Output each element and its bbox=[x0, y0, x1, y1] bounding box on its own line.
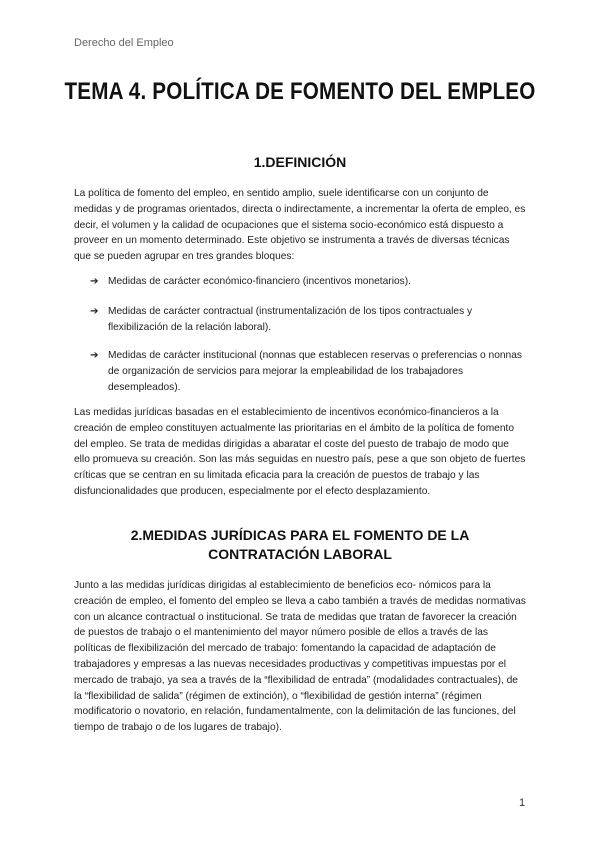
page-title: TEMA 4. POLÍTICA DE FOMENTO DEL EMPLEO bbox=[64, 78, 536, 105]
section-heading-definicion: 1.DEFINICIÓN bbox=[253, 154, 347, 170]
list-item bbox=[90, 348, 530, 395]
arrow-bullet-icon: ➔ bbox=[90, 276, 99, 287]
section2-body-paragraph: Junto a las medidas jurídicas dirigidas al establecimiento de beneficios eco- nómicos para la creación de empleo, el fomento del empleo se lleva a cabo también a través de medidas normativas con un alcance contractual o institucional. Se trata de medidas que tratan de favorecer la creación de puestos de trabajo o el mantenimiento del mayor número posible de ellos a través de las políticas de flexibilización del mercado de trabajo: fomentando la capacidad de adaptación de trabajadores y empresas a las nuevas necesidades productivas y competitivas impuestas por el mercado de trabajo, ya sea a través de la “flexibilidad de entrada” (modalidades contractuales), de la “flexibilidad de salida” (régimen de extinción), o “flexibilidad de gestión interna” (régimen modificatorio o novatorio, en relación, fundamentalmente, con la delimitación de las funciones, del tiempo de trabajo o de los lugares de trabajo). bbox=[74, 580, 526, 734]
list-item bbox=[90, 304, 530, 336]
list-item-text: Medidas de carácter institucional (nonnas que establecen reservas o preferencias o nonnas de organización de servicios para mejorar la empleabilidad de los trabajadores desempleados). bbox=[108, 350, 522, 393]
section-heading-medidas-juridicas: 2.MEDIDAS JURÍDICAS PARA EL FOMENTO DE LA CONTRATACIÓN LABORAL bbox=[130, 527, 470, 562]
section1-intro-paragraph: La política de fomento del empleo, en sentido amplio, suele identificarse con un conjunto de medidas y de programas orientados, directa o indirectamente, a incrementar la oferta de empleo, es decir, el volumen y la calidad de ocupaciones que el sistema socio-económico está dispuesto a proveer en un momento determinado. Este objetivo se instrumenta a través de diversas técnicas que se pueden agrupar en tres grandes bloques: bbox=[74, 188, 526, 263]
list-item-text: Medidas de carácter contractual (instrumentalización de los tipos contractuales y flexibilización de la relación laboral). bbox=[108, 306, 473, 333]
list-item-text: Medidas de carácter económico-financiero (incentivos monetarios). bbox=[108, 276, 411, 287]
section1-closing-paragraph: Las medidas jurídicas basadas en el establecimiento de incentivos económico-financieros a la creación de empleo constituyen actualmente las prioritarias en el ámbito de la política de fomento del empleo. Se trata de medidas dirigidas a abaratar el coste del puesto de trabajo de modo que ello promueva su creación. Son las más seguidas en nuestro país, pese a que son objeto de fuertes críticas que se centran en su limitada eficacia para la creación de puestos de trabajo y las disfuncionalidades que producen, especialmente por el efecto desplazamiento. bbox=[74, 407, 526, 497]
running-header: Derecho del Empleo bbox=[74, 37, 174, 49]
list-item bbox=[90, 274, 530, 290]
arrow-bullet-icon: ➔ bbox=[90, 306, 99, 317]
page-number: 1 bbox=[519, 797, 526, 809]
arrow-bullet-icon: ➔ bbox=[90, 350, 99, 361]
